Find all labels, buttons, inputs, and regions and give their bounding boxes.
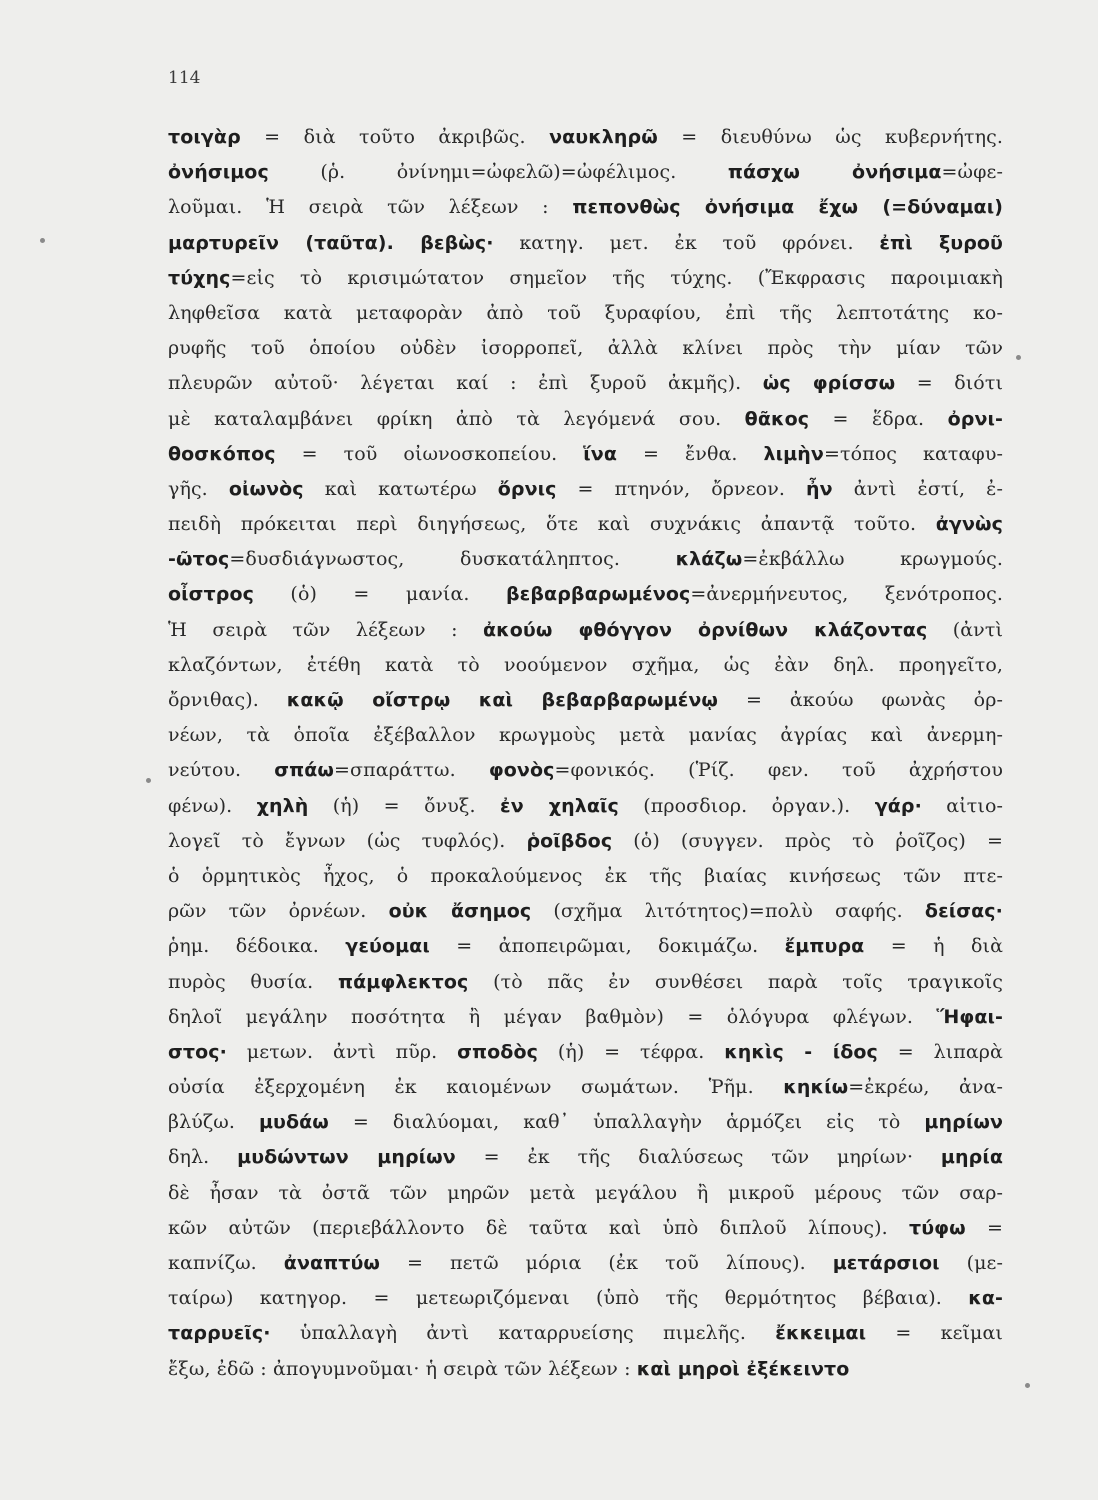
gloss-text: =σπαράττω.	[334, 759, 489, 782]
gloss-text: = ἐκ τῆς διαλύσεως τῶν μηρίων·	[455, 1146, 941, 1169]
gloss-text: λογεῖ τὸ ἔγνων (ὡς τυφλός).	[168, 829, 527, 852]
text-line	[168, 366, 1003, 401]
gloss-text: (σχῆμα λιτότητος)=πολὺ σαφής.	[531, 900, 925, 923]
gloss-text: κλαζόντων, ἐτέθη κατὰ τὸ νοούμενον σχῆμα, ὡς ἐὰν δηλ. προηγεῖτο,	[168, 653, 1003, 676]
gloss-text: = ἀποπειρῶμαι, δοκιμάζω.	[429, 935, 785, 958]
text-line	[168, 894, 1003, 929]
headword: ὄρνις	[497, 477, 557, 500]
headword: τύφω	[908, 1216, 966, 1239]
text-line	[168, 613, 1003, 648]
gloss-text: = ἀκούω φωνὰς ὀρ-	[718, 689, 1004, 711]
gloss-text: (ὁ) = μανία.	[254, 583, 506, 606]
headword: ἐπὶ ξυροῦ	[879, 231, 1003, 254]
gloss-text: αἰτιο-	[921, 794, 1003, 817]
scan-speck	[1025, 1383, 1030, 1388]
headword: μυδάω	[258, 1111, 329, 1134]
headword: μυδώντων μηρίων	[237, 1146, 456, 1169]
headword: γάρ·	[874, 794, 922, 817]
gloss-text: =φονικός. (Ῥίζ. φεν. τοῦ ἀχρήστου	[554, 759, 1003, 782]
gloss-text: = τοῦ οἰωνοσκοπείου.	[275, 442, 584, 465]
gloss-text: = ἕδρα.	[809, 407, 948, 430]
text-line	[168, 577, 1003, 612]
gloss-text: ληφθεῖσα κατὰ μεταφορὰν ἀπὸ τοῦ ξυραφίου, ἐπὶ τῆς λεπτοτάτης κο-	[168, 301, 1003, 324]
gloss-text: (προσδιορ. ὀργαν.).	[618, 794, 875, 817]
gloss-text: = ἡ διὰ	[864, 935, 1003, 958]
text-line	[168, 683, 1003, 718]
headword: ἔμπυρα	[784, 935, 865, 958]
gloss-text: γῆς.	[168, 477, 229, 500]
text-line	[168, 929, 1003, 964]
text-line	[168, 1105, 1003, 1140]
gloss-text: φένω).	[168, 794, 257, 817]
text-line	[168, 789, 1003, 824]
gloss-text: κῶν αὐτῶν (περιεβάλλοντο δὲ ταῦτα καὶ ὑπὸ διπλοῦ λίπους).	[168, 1216, 909, 1239]
gloss-text: =	[965, 1216, 1003, 1239]
gloss-text: = πτηνόν, ὄρνεον.	[556, 477, 807, 500]
headword: κηκίω	[783, 1076, 849, 1099]
gloss-text: =δυσδιάγνωστος, δυσκατάληπτος.	[229, 548, 676, 571]
text-line	[168, 1281, 1003, 1316]
gloss-text: καπνίζω.	[168, 1252, 284, 1274]
text-line	[168, 261, 1003, 296]
gloss-text: μὲ καταλαμβάνει φρίκη ἀπὸ τὰ λεγόμενά σου.	[168, 407, 745, 430]
headword: πεπονθὼς ὀνήσιμα ἔχω (=δύναμαι)	[572, 196, 1003, 219]
headword: λιμὴν	[763, 442, 824, 465]
gloss-text: = ἔνθα.	[616, 442, 764, 465]
gloss-text: = διαλύομαι, καθ᾽ ὑπαλλαγὴν ἁρμόζει εἰς τὸ	[328, 1111, 925, 1134]
headword: κηκὶς - ίδος	[724, 1040, 878, 1063]
text-line	[168, 753, 1003, 788]
commentary-text	[168, 120, 1003, 1387]
text-line	[168, 1352, 1003, 1387]
gloss-text: ταίρω) κατηγορ. = μετεωριζόμεναι (ὑπὸ τῆς θερμότητος βέβαια).	[168, 1287, 969, 1310]
scan-speck	[40, 238, 45, 243]
headword: δείσας·	[924, 900, 1003, 923]
text-line	[168, 1070, 1003, 1105]
gloss-text: (ῥ. ὀνίνημι=ὠφελῶ)=ὠφέλιμος.	[268, 161, 728, 184]
headword: πάμφλεκτος	[337, 970, 469, 993]
headword: κλάζω	[675, 548, 743, 571]
text-line	[168, 437, 1003, 472]
headword: ἀναπτύω	[283, 1252, 381, 1274]
gloss-text: ἔξω, ἐδῶ : ἀπογυμνοῦμαι· ἡ σειρὰ τῶν λέξεων :	[168, 1357, 637, 1380]
gloss-text: (ὁ) (συγγεν. πρὸς τὸ ῥοῖζος) =	[612, 829, 1003, 852]
headword: τύχης	[168, 266, 231, 289]
gloss-text: (τὸ πᾶς ἐν συνθέσει παρὰ τοῖς τραγικοῖς	[468, 970, 1003, 993]
headword: ναυκληρῶ	[549, 126, 658, 148]
gloss-text: πλευρῶν αὐτοῦ· λέγεται καί : ἐπὶ ξυροῦ ἀκμῆς).	[168, 372, 763, 395]
gloss-text: ῥημ. δέδοικα.	[168, 935, 346, 958]
headword: ὀρνι-	[947, 407, 1003, 430]
gloss-text: δὲ ἦσαν τὰ ὀστᾶ τῶν μηρῶν μετὰ μεγάλου ἢ μικροῦ μέρους τῶν σαρ-	[168, 1181, 1003, 1204]
headword: Ἥφαι-	[936, 1005, 1003, 1028]
headword: θοσκόπος	[168, 442, 276, 465]
headword: ἐν χηλαῖς	[500, 794, 619, 817]
gloss-text: οὐσία ἐξερχομένη ἐκ καιομένων σωμάτων. Ῥῆμ.	[168, 1076, 784, 1099]
gloss-text: ὄρνιθας).	[168, 689, 287, 711]
text-line	[168, 542, 1003, 577]
gloss-text: (ἡ) = τέφρα.	[537, 1040, 725, 1063]
gloss-text: = κεῖμαι	[866, 1322, 1003, 1345]
text-line	[168, 1316, 1003, 1351]
gloss-text: (ἀντὶ	[927, 618, 1003, 641]
gloss-text: ἀντὶ ἐστί, ἐ-	[832, 477, 1003, 500]
gloss-text: =εἰς τὸ κρισιμώτατον σημεῖον τῆς τύχης. (Ἔκφρασις παροιμιακὴ	[230, 266, 1003, 289]
text-line	[168, 965, 1003, 1000]
headword: -ῶτος	[168, 548, 230, 571]
text-line	[168, 1035, 1003, 1070]
gloss-text: =ἐκβάλλω κρωγμούς.	[742, 548, 1003, 571]
gloss-text: =τόπος καταφυ-	[823, 442, 1003, 465]
text-line	[168, 331, 1003, 366]
text-line	[168, 155, 1003, 190]
gloss-text: Ἡ σειρὰ τῶν λέξεων :	[168, 618, 483, 641]
gloss-text: = διότι	[895, 372, 1003, 395]
headword: σπάω	[274, 759, 335, 782]
headword: βεβαρβαρωμένος	[505, 583, 691, 606]
text-line	[168, 226, 1003, 261]
gloss-text: πυρὸς θυσία.	[168, 970, 338, 993]
headword: στος·	[168, 1040, 227, 1063]
gloss-text: = λιπαρὰ	[877, 1040, 1003, 1063]
headword: χηλὴ	[256, 794, 309, 817]
gloss-text: = διὰ τοῦτο ἀκριβῶς.	[240, 126, 550, 148]
gloss-text: = διευθύνω ὡς κυβερνήτης.	[657, 126, 1003, 148]
gloss-text: πειδὴ πρόκειται περὶ διηγήσεως, ὅτε καὶ συχνάκις ἀπαντᾷ τοῦτο.	[168, 513, 936, 536]
text-line	[168, 1246, 1003, 1281]
gloss-text: κατηγ. μετ. ἐκ τοῦ φρόνει.	[493, 231, 880, 254]
headword: σποδὸς	[457, 1040, 538, 1063]
text-line	[168, 402, 1003, 437]
gloss-text: καὶ κατωτέρω	[303, 477, 498, 500]
headword: οὐκ ἄσημος	[388, 900, 532, 923]
scan-speck	[1016, 355, 1021, 360]
gloss-text: λοῦμαι. Ἡ σειρὰ τῶν λέξεων :	[168, 196, 573, 219]
headword: οἰωνὸς	[228, 477, 304, 500]
text-line	[168, 190, 1003, 225]
gloss-text: νέων, τὰ ὁποῖα ἐξέβαλλον κρωγμοὺς μετὰ μανίας ἀγρίας καὶ ἀνερμη-	[168, 724, 1003, 747]
headword: γεύομαι	[345, 935, 430, 958]
text-line	[168, 859, 1003, 894]
gloss-text: ρῶν τῶν ὀρνέων.	[168, 900, 389, 923]
headword: πάσχω ὀνήσιμα	[727, 161, 942, 184]
gloss-text: μετων. ἀντὶ πῦρ.	[226, 1040, 458, 1063]
scan-speck	[146, 778, 151, 783]
text-line	[168, 718, 1003, 753]
gloss-text: δηλ.	[168, 1146, 238, 1169]
gloss-text: βλύζω.	[168, 1111, 259, 1134]
gloss-text: =ὠφε-	[941, 161, 1003, 184]
headword: μαρτυρεῖν (ταῦτα). βεβὼς·	[168, 231, 494, 254]
headword: ἵνα	[583, 442, 617, 465]
gloss-text: ρυφῆς τοῦ ὁποίου οὐδὲν ἰσορροπεῖ, ἀλλὰ κλίνει πρὸς τὴν μίαν τῶν	[168, 337, 1003, 360]
headword: καὶ μηροὶ ἐξέκειντο	[636, 1357, 850, 1380]
headword: οἶστρος	[168, 583, 254, 606]
text-line	[168, 1176, 1003, 1211]
gloss-text: (με-	[939, 1252, 1003, 1274]
text-line	[168, 648, 1003, 683]
headword: κακῷ οἴστρῳ καὶ βεβαρβαρωμένῳ	[286, 689, 719, 711]
headword: τοιγὰρ	[168, 126, 241, 148]
headword: ταρρυεῖς·	[168, 1322, 271, 1345]
headword: ὡς φρίσσω	[762, 372, 896, 395]
text-line	[168, 824, 1003, 859]
text-line	[168, 472, 1003, 507]
text-line	[168, 120, 1003, 155]
gloss-text: =ἐκρέω, ἀνα-	[848, 1076, 1003, 1099]
headword: ἦν	[806, 477, 833, 500]
text-line	[168, 507, 1003, 542]
headword: ὀνήσιμος	[168, 161, 269, 184]
headword: θᾶκος	[744, 407, 810, 430]
gloss-text: =ἀνερμήνευτος, ξενότροπος.	[690, 583, 1003, 606]
headword: ἀκούω φθόγγον ὀρνίθων κλάζοντας	[483, 618, 928, 641]
gloss-text: δηλοῖ μεγάλην ποσότητα ἢ μέγαν βαθμὸν) = ὁλόγυρα φλέγων.	[168, 1005, 937, 1028]
headword: ἔκκειμαι	[775, 1322, 867, 1345]
headword: μηρίων	[924, 1111, 1003, 1134]
headword: κα-	[968, 1287, 1003, 1310]
text-line	[168, 1000, 1003, 1035]
headword: μηρία	[940, 1146, 1003, 1169]
headword: μετάρσιοι	[832, 1252, 940, 1274]
text-line	[168, 1211, 1003, 1246]
gloss-text: νεύτου.	[168, 759, 275, 782]
headword: ῥοῖβδος	[526, 829, 613, 852]
gloss-text: ὁ ὁρμητικὸς ἦχος, ὁ προκαλούμενος ἐκ τῆς βιαίας κινήσεως τῶν πτε-	[168, 864, 1003, 887]
gloss-text: = πετῶ μόρια (ἐκ τοῦ λίπους).	[380, 1252, 833, 1274]
text-line	[168, 1140, 1003, 1175]
headword: φονὸς	[488, 759, 555, 782]
gloss-text: (ἡ) = ὄνυξ.	[308, 794, 501, 817]
text-line	[168, 296, 1003, 331]
headword: ἀγνὼς	[935, 513, 1003, 536]
page-number: 114	[168, 68, 201, 88]
gloss-text: ὑπαλλαγὴ ἀντὶ καταρρυείσης πιμελῆς.	[270, 1322, 776, 1345]
